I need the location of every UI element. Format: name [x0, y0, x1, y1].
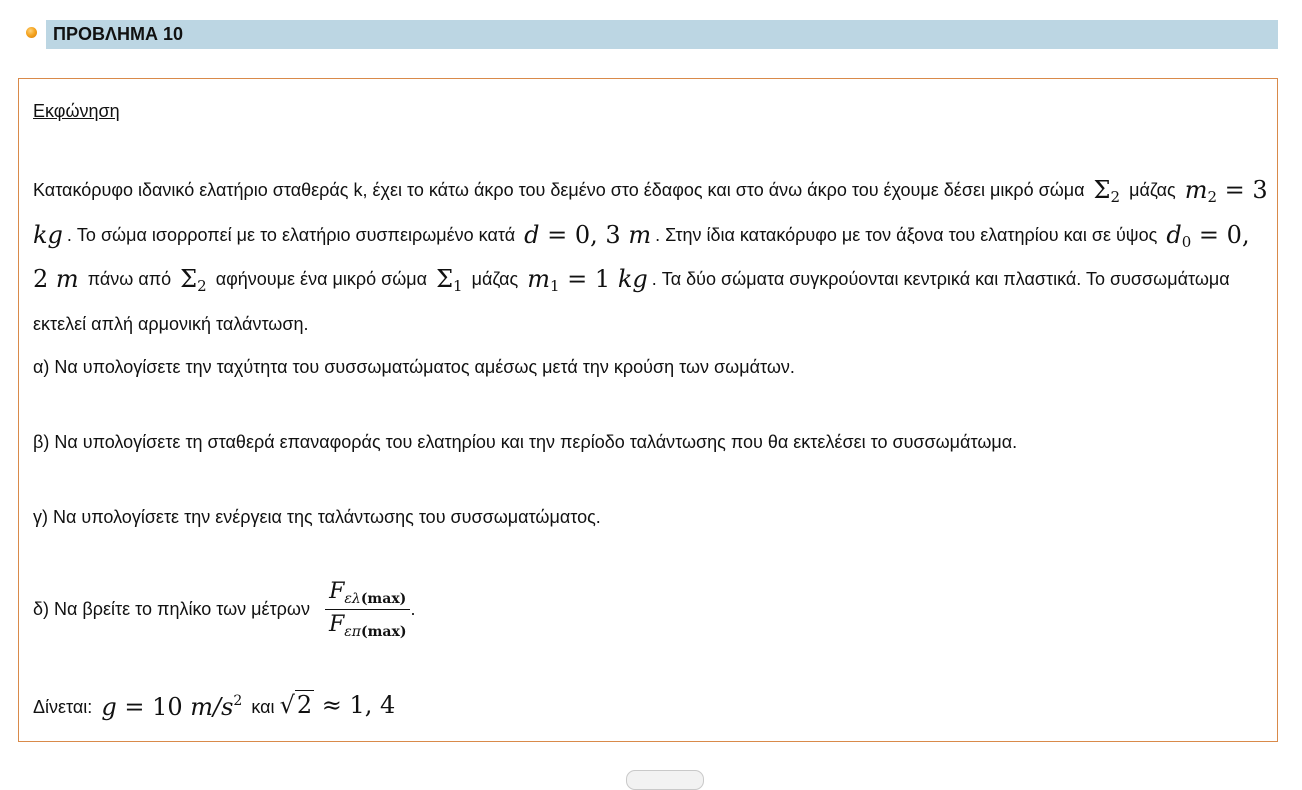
statement-text: . Τα δύο σώματα συγκρούονται κεντρικά και πλαστικά. Το συσσωμάτωμα εκτελεί απλή αρμονική ταλάντωση. — [33, 269, 1230, 334]
d-formula: d = 0, 3 m — [524, 220, 652, 249]
bottom-button[interactable] — [626, 770, 704, 790]
question-b: β) Να υπολογίσετε τη σταθερά επαναφοράς του ελατηρίου και την περίοδο ταλάντωσης που θα εκτελέσει το συσσωμάτωμα. — [33, 432, 1018, 452]
m2-formula: $m_2 = 3$ kg — [33, 176, 1268, 249]
statement-text: μάζας — [1129, 180, 1176, 200]
given-label: Δίνεται: — [33, 697, 93, 717]
statement-text: αφήνουμε ένα μικρό σώμα — [215, 269, 428, 289]
question-d: δ) Να βρείτε το πηλίκο των μέτρων $\frac{F_{\varepsilon\lambda(max)}}{F_{\varepsilon\pi(max)}}$ . — [33, 579, 416, 640]
problem-heading: Εκφώνηση — [33, 101, 120, 121]
given-data — [33, 691, 395, 721]
statement-text: . Στην ίδια κατακόρυφο με τον άξονα του ελατηρίου και σε ύψος — [655, 224, 1158, 245]
statement-text: Κατακόρυφο ιδανικό ελατήριο σταθεράς k, έχει το κάτω άκρο του δεμένο στο έδαφος και στο άνω άκρο του έχουμε δέσει μικρό σώμα — [33, 180, 1085, 200]
and-text: και — [251, 697, 275, 717]
statement-text: πάνω από — [87, 269, 172, 289]
section-title-bar — [46, 20, 1278, 49]
question-d-text: δ) Να βρείτε το πηλίκο των μέτρων — [33, 599, 310, 619]
sigma2-symbol: $\Sigma_2$ — [1093, 176, 1121, 206]
problem-statement — [33, 172, 1269, 343]
force-ratio-formula: $\frac{F_{\varepsilon\lambda(max)}}{F_{\varepsilon\pi(max)}}$ — [325, 579, 410, 640]
sqrt2-formula: √2 ≈ 1, 4 — [279, 691, 396, 719]
statement-text: . Το σώμα ισορροπεί με το ελατήριο συσπειρωμένο κατά — [66, 224, 516, 245]
problem-panel — [18, 78, 1278, 742]
question-a: α) Να υπολογίσετε την ταχύτητα του συσσωματώματος αμέσως μετά την κρούση των σωμάτων. — [33, 357, 795, 377]
section-title: ΠΡΟΒΛΗΜΑ 10 — [53, 24, 184, 44]
bullet-icon — [26, 27, 37, 38]
sigma1-symbol: $\Sigma_1$ — [436, 265, 463, 295]
question-c: γ) Να υπολογίσετε την ενέργεια της ταλάντωσης του συσσωματώματος. — [33, 507, 601, 527]
sigma2-symbol: $\Sigma_2$ — [180, 265, 207, 295]
d0-formula: $d_0 = 0$, 2 m — [33, 220, 1250, 293]
m1-formula: $m_1 = 1$ kg — [527, 265, 648, 295]
statement-text: μάζας — [471, 269, 519, 289]
g-formula: g = 10 $m/s^2$ — [101, 693, 243, 721]
